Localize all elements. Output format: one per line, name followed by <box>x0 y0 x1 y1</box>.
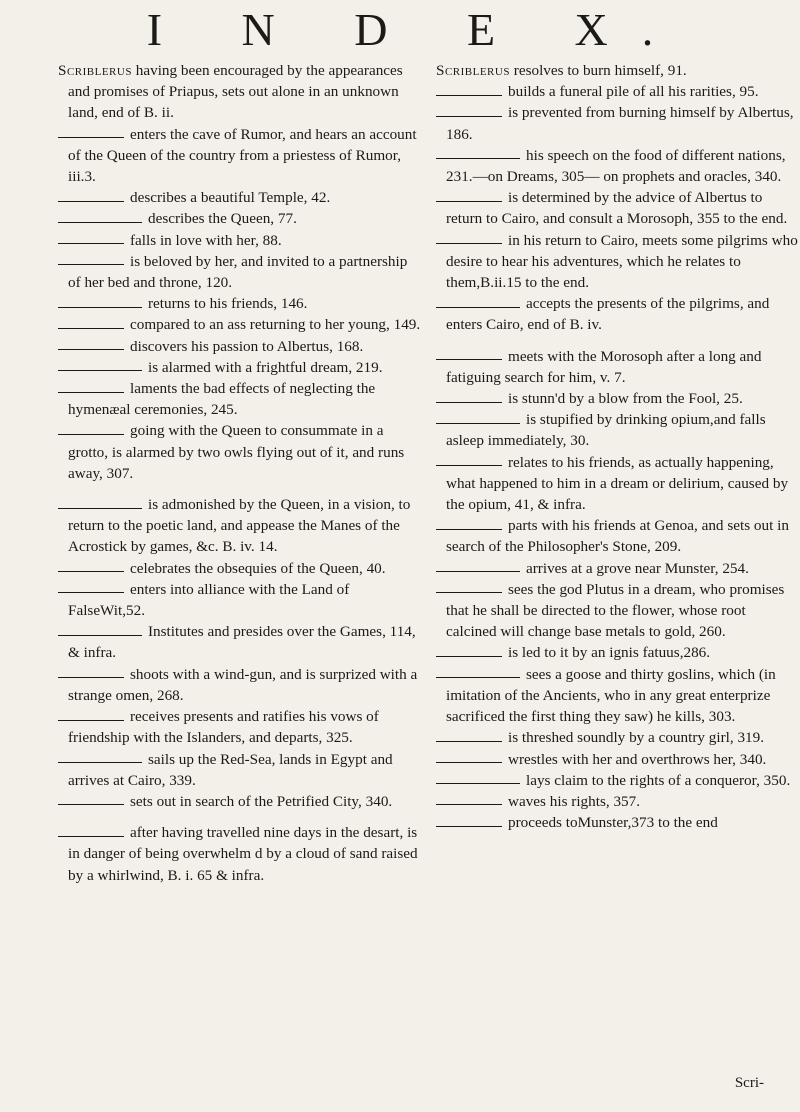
index-entry <box>436 230 800 294</box>
ditto-rule <box>58 503 142 509</box>
entry-text: receives presents and ratifies his vows of friendship with the Islanders, and departs, 325. <box>68 708 379 747</box>
ditto-rule <box>58 429 124 435</box>
index-entry <box>58 208 422 229</box>
entry-text: celebrates the obsequies of the Queen, 40. <box>130 559 386 577</box>
ditto-rule <box>436 672 520 678</box>
index-entry <box>436 145 800 187</box>
ditto-rule <box>436 153 520 159</box>
ditto-rule <box>436 757 502 763</box>
ditto-rule <box>58 799 124 805</box>
catchword: Scri- <box>734 1075 764 1091</box>
entry-text: is determined by the advice of Albertus to return to Cairo, and consult a Morosoph, 355 to the end. <box>446 189 788 228</box>
index-entry <box>58 314 422 335</box>
ditto-rule <box>58 630 142 636</box>
ditto-rule <box>436 799 502 805</box>
entry-heading: Scriblerus <box>436 62 510 79</box>
entry-text: is admonished by the Queen, in a vision, to return to the poetic land, and appease the Manes of the Acrostick by games, &c. B. iv. 14. <box>68 496 411 556</box>
entry-text: sets out in search of the Petrified City, 340. <box>130 792 393 810</box>
entry-text: is stupified by drinking opium,and falls asleep immediately, 30. <box>446 411 766 450</box>
ditto-rule <box>58 387 124 393</box>
index-entry <box>436 515 800 557</box>
page-title: I N D E X. <box>146 4 688 55</box>
index-entry <box>436 102 800 144</box>
index-entry <box>436 727 800 748</box>
index-entry <box>58 749 422 791</box>
ditto-rule <box>58 302 142 308</box>
index-entry <box>58 230 422 251</box>
index-entry <box>436 642 800 663</box>
ditto-rule <box>436 587 502 593</box>
entry-text: describes the Queen, 77. <box>148 210 297 228</box>
entry-text: meets with the Morosoph after a long and fatiguing search for him, v. 7. <box>446 347 762 386</box>
entry-text: accepts the presents of the pilgrims, and enters Cairo, end of B. iv. <box>446 295 770 334</box>
index-entry <box>58 558 422 579</box>
entry-text: in his return to Cairo, meets some pilgrims who desire to hear his adventures, which he relates to them,B.ii.15 to the end. <box>446 231 798 292</box>
ditto-rule <box>436 90 502 96</box>
ditto-rule <box>58 196 124 202</box>
entry-text: sees the god Plutus in a dream, who promises that he shall be directed to the flower, whose root calcined will change base metals to gold, 260. <box>446 580 785 641</box>
ditto-rule <box>58 323 124 329</box>
entry-text: describes a beautiful Temple, 42. <box>130 189 331 207</box>
index-entry <box>436 187 800 229</box>
index-entry <box>436 664 800 728</box>
entry-text: laments the bad effects of neglecting the hymenæal ceremonies, 245. <box>68 380 376 419</box>
index-entry <box>58 579 422 621</box>
index-column-left <box>58 60 422 886</box>
ditto-rule <box>58 587 124 593</box>
index-entry <box>436 388 800 409</box>
ditto-rule <box>436 566 520 572</box>
index-entry <box>58 791 422 812</box>
ditto-rule <box>436 354 502 360</box>
index-entry <box>436 346 800 388</box>
entry-text: resolves to burn himself, 91. <box>509 62 687 79</box>
ditto-rule <box>58 715 124 721</box>
ditto-rule <box>436 524 502 530</box>
ditto-rule <box>58 344 124 350</box>
ditto-rule <box>58 672 124 678</box>
index-entry <box>58 378 422 420</box>
ditto-rule <box>58 757 142 763</box>
ditto-rule <box>436 418 520 424</box>
entry-text: is stunn'd by a blow from the Fool, 25. <box>508 390 743 408</box>
entry-text: is beloved by her, and invited to a partnership of her bed and throne, 120. <box>68 252 408 292</box>
index-entry <box>58 494 422 558</box>
ditto-rule <box>58 365 142 371</box>
entry-text: returns to his friends, 146. <box>148 295 308 313</box>
ditto-rule <box>436 111 502 117</box>
index-entry <box>436 60 800 81</box>
index-entry <box>436 452 800 516</box>
index-entry <box>58 822 422 886</box>
ditto-rule <box>58 831 124 837</box>
index-entry <box>58 664 422 706</box>
index-entry <box>58 251 422 293</box>
entry-text: wrestles with her and overthrows her, 340. <box>508 750 767 768</box>
entry-text: parts with his friends at Genoa, and sets out in search of the Philosopher's Stone, 209. <box>446 517 789 556</box>
entry-text: enters the cave of Rumor, and hears an account of the Queen of the country from a priestess of Rumor, iii.3. <box>68 125 417 186</box>
entry-text: after having travelled nine days in the desart, is in danger of being overwhelm d by a cloud of sand raised by a whirlwind, B. i. 65 & infra. <box>68 824 418 884</box>
ditto-rule <box>436 397 502 403</box>
index-entry <box>58 187 422 208</box>
index-entry <box>436 81 800 102</box>
entry-text: lays claim to the rights of a conqueror, 350. <box>526 771 791 789</box>
entry-text: waves his rights, 357. <box>508 792 641 810</box>
entry-text: his speech on the food of different nations, 231.—on Dreams, 305— on prophets and oracles, 340. <box>446 146 786 186</box>
ditto-rule <box>436 302 520 308</box>
entry-heading: Scriblerus <box>58 62 132 79</box>
index-column-right <box>436 60 800 833</box>
index-entry <box>436 791 800 812</box>
index-entry <box>58 60 422 124</box>
index-entry <box>436 749 800 770</box>
entry-text: arrives at a grove near Munster, 254. <box>526 559 749 577</box>
index-entry <box>436 812 800 833</box>
index-entry <box>436 579 800 643</box>
entry-text: shoots with a wind-gun, and is surprized with a strange omen, 268. <box>68 665 418 704</box>
ditto-rule <box>436 651 502 657</box>
entry-text: is led to it by an ignis fatuus,286. <box>508 644 711 662</box>
ditto-rule <box>58 566 124 572</box>
entry-text: is prevented from burning himself by Albertus, 186. <box>446 104 794 143</box>
ditto-rule <box>58 238 124 244</box>
entry-text: falls in love with her, 88. <box>130 231 282 249</box>
index-entry <box>436 293 800 335</box>
entry-text: builds a funeral pile of all his rarities, 95. <box>508 83 759 101</box>
index-entry <box>436 558 800 579</box>
entry-text: is alarmed with a frightful dream, 219. <box>148 358 383 376</box>
entry-text: discovers his passion to Albertus, 168. <box>130 337 364 355</box>
ditto-rule <box>436 736 502 742</box>
index-entry <box>58 357 422 378</box>
entry-text: proceeds toMunster,373 to the end <box>508 814 718 832</box>
ditto-rule <box>436 460 502 466</box>
index-entry <box>58 124 422 188</box>
ditto-rule <box>436 778 520 784</box>
ditto-rule <box>58 132 124 138</box>
entry-text: sails up the Red-Sea, lands in Egypt and arrives at Cairo, 339. <box>68 750 393 789</box>
index-entry <box>436 770 800 791</box>
ditto-rule <box>58 259 124 265</box>
index-entry <box>58 706 422 748</box>
entry-text: compared to an ass returning to her young, 149. <box>130 316 421 334</box>
entry-text: enters into alliance with the Land of FalseWit,52. <box>68 580 350 620</box>
ditto-rule <box>58 217 142 223</box>
index-entry <box>58 293 422 314</box>
entry-text: having been encouraged by the appearances and promises of Priapus, sets out alone in an unknown land, end of B. ii. <box>68 62 403 122</box>
index-entry <box>58 420 422 484</box>
ditto-rule <box>436 821 502 827</box>
ditto-rule <box>436 196 502 202</box>
index-entry <box>58 621 422 663</box>
index-entry <box>58 336 422 357</box>
entry-text: sees a goose and thirty goslins, which (in imitation of the Ancients, who in any great enterprize sacrificed the first thing they saw) he kills, 303. <box>446 665 776 726</box>
entry-text: Institutes and presides over the Games, 114, & infra. <box>68 623 416 662</box>
ditto-rule <box>436 238 502 244</box>
index-entry <box>436 409 800 451</box>
entry-text: is threshed soundly by a country girl, 319. <box>508 729 765 747</box>
entry-text: relates to his friends, as actually happening, what happened to him in a dream or delirium, caused by the opium, 41, & infra. <box>446 453 789 514</box>
entry-text: going with the Queen to consummate in a grotto, is alarmed by two owls flying out of it, and runs away, 307. <box>68 422 405 482</box>
